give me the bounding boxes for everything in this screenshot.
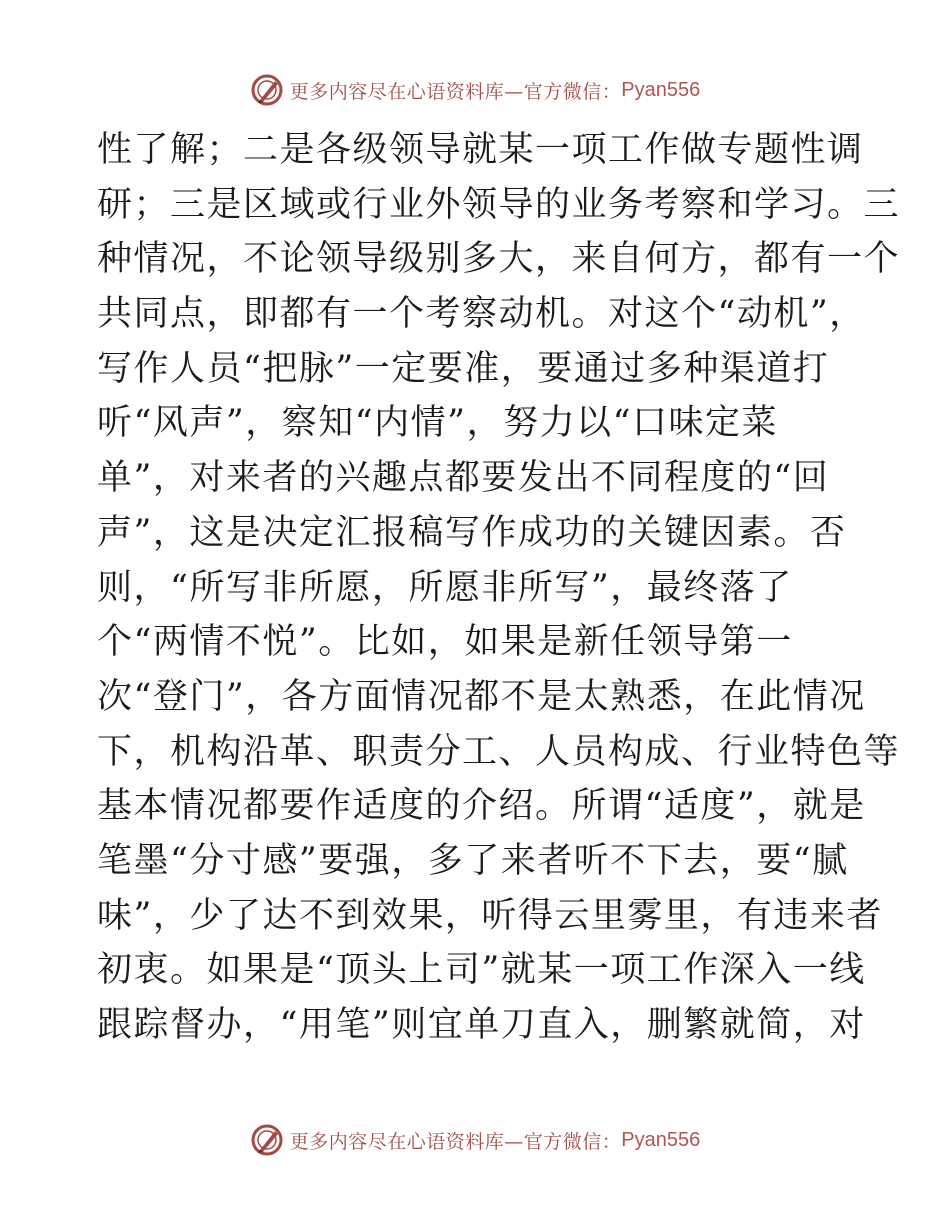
body-line: 味”，少了达不到效果，听得云里雾里，有违来者 <box>97 895 883 936</box>
body-line: 笔墨“分寸感”要强，多了来者听不下去，要“腻 <box>97 840 849 881</box>
footer-banner-handle: Pyan556 <box>621 1128 701 1151</box>
footer-banner-text: 更多内容尽在心语资料库—官方微信： <box>289 1130 622 1153</box>
body-line: 下，机构沿革、职责分工、人员构成、行业特色等 <box>97 731 901 772</box>
footer-banner <box>0 1120 950 1160</box>
header-banner <box>0 70 950 110</box>
body-line: 声”，这是决定汇报稿写作成功的关键因素。否 <box>97 512 847 553</box>
body-line: 初衷。如果是“顶头上司”就某一项工作深入一线 <box>97 950 866 991</box>
header-banner-text: 更多内容尽在心语资料库—官方微信： <box>289 80 622 103</box>
body-line: 研；三是区域或行业外领导的业务考察和学习。三 <box>97 184 901 225</box>
body-line: 写作人员“把脉”一定要准，要通过多种渠道打 <box>97 348 830 389</box>
body-line: 单”，对来者的兴趣点都要发出不同程度的“回 <box>97 458 830 499</box>
body-line: 听“风声”，察知“内情”，努力以“口味定菜 <box>97 403 778 444</box>
body-line: 种情况，不论领导级别多大，来自何方，都有一个 <box>97 239 901 280</box>
body-line: 跟踪督办，“用笔”则宜单刀直入，删繁就简，对 <box>97 1005 866 1045</box>
pen-circle-icon <box>250 73 284 107</box>
pen-circle-icon <box>250 1123 284 1157</box>
body-line: 次“登门”，各方面情况都不是太熟悉，在此情况 <box>97 676 866 717</box>
body-line: 性了解；二是各级领导就某一项工作做专题性调 <box>97 130 864 170</box>
header-banner-handle: Pyan556 <box>621 78 701 101</box>
body-line: 则，“所写非所愿，所愿非所写”，最终落了 <box>97 567 793 608</box>
body-line: 基本情况都要作适度的介绍。所谓“适度”，就是 <box>97 786 866 827</box>
document-body <box>97 123 901 1053</box>
body-line: 个“两情不悦”。比如，如果是新任领导第一 <box>97 622 793 663</box>
body-line: 共同点，即都有一个考察动机。对这个“动机”， <box>97 294 866 335</box>
